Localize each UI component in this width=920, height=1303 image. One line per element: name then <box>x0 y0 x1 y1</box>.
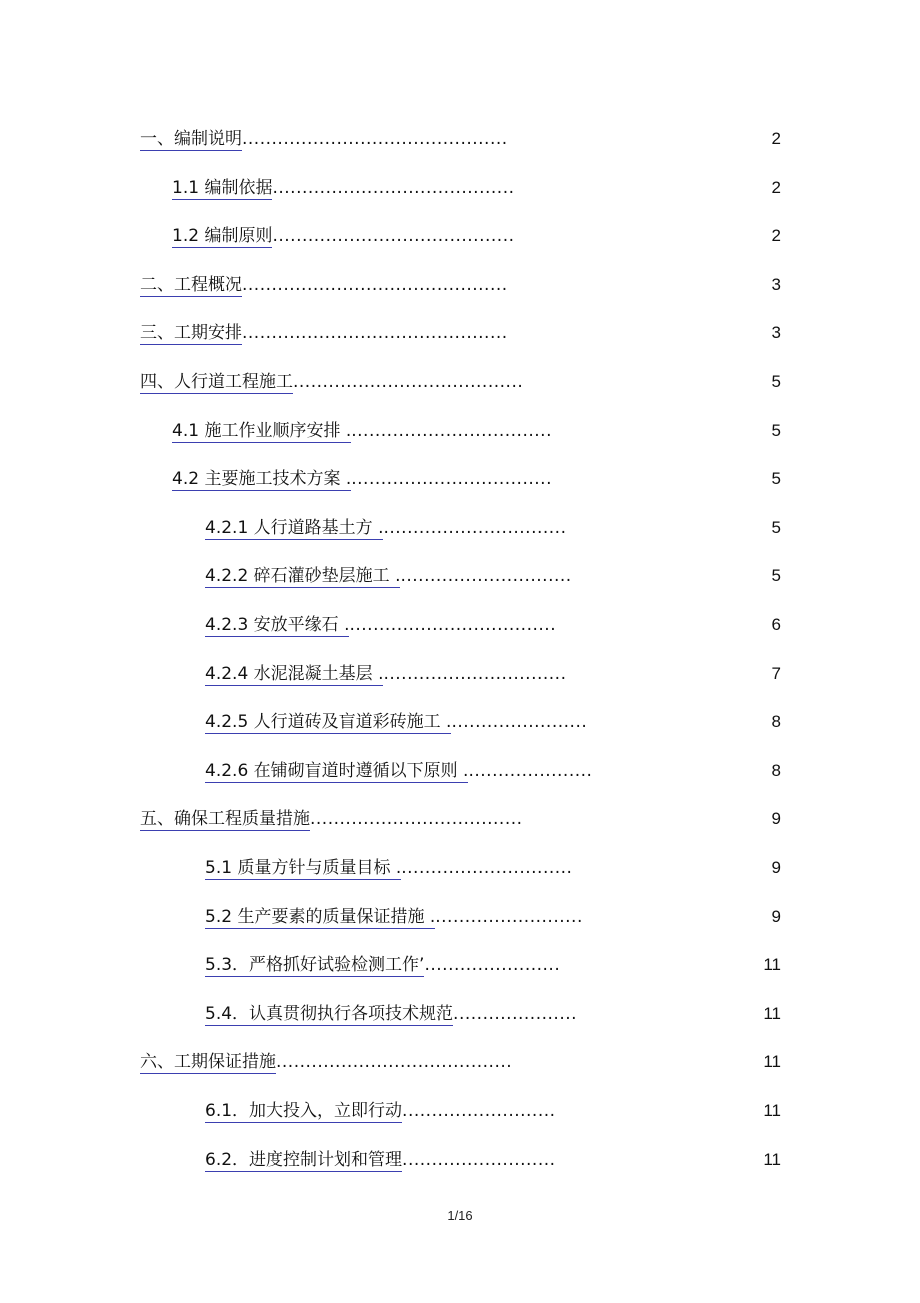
toc-entry-label[interactable]: 4.2 主要施工技术方案 . <box>172 469 352 489</box>
toc-entry-leader: ......................................... <box>272 226 515 246</box>
toc-entry[interactable] <box>205 756 592 786</box>
toc-entry-page: 8 <box>771 761 781 780</box>
toc-entry-leader: .................................. <box>351 469 552 489</box>
toc-entry[interactable] <box>205 999 577 1029</box>
toc-entry-label[interactable]: 5.2 生产要素的质量保证措施 . <box>205 907 436 927</box>
toc-entry-page: 6 <box>771 615 781 634</box>
toc-entry-label[interactable]: 4.2.5 人行道砖及盲道彩砖施工 . <box>205 712 452 732</box>
toc-entry-label[interactable]: 四、人行道工程施工 <box>140 372 293 392</box>
toc-entry-leader: .................................. <box>351 421 552 441</box>
toc-entry[interactable] <box>205 561 572 591</box>
toc-entry-leader: ......................................... <box>272 178 515 198</box>
toc-entry-leader: ....................... <box>424 955 561 975</box>
toc-entry-page: 11 <box>763 1052 781 1071</box>
toc-entry-leader: ............................... <box>383 518 567 538</box>
toc-entry-page: 5 <box>771 518 781 537</box>
toc-entry[interactable] <box>205 707 587 737</box>
toc-entry[interactable] <box>172 464 552 494</box>
toc-entry-label[interactable]: 4.2.6 在铺砌盲道时遵循以下原则 . <box>205 761 469 781</box>
toc-entry-label[interactable]: 6.1．加大投入，立即行动 <box>205 1101 403 1121</box>
toc-entry-leader: ..................... <box>468 761 593 781</box>
toc-entry-leader: ............................................. <box>242 275 508 295</box>
toc-entry-label[interactable]: 一、编制说明 <box>140 129 242 149</box>
toc-entry-label[interactable]: 1.1 编制依据 <box>172 178 273 198</box>
toc-entry-page: 3 <box>771 323 781 342</box>
toc-entry-label[interactable]: 6.2．进度控制计划和管理 <box>205 1150 403 1170</box>
toc-entry-leader: ......................... <box>435 907 583 927</box>
toc-entry-page: 2 <box>771 226 781 245</box>
toc-entry-label[interactable]: 5.4．认真贯彻执行各项技术规范 <box>205 1004 454 1024</box>
toc-entry-leader: .......................... <box>402 1101 556 1121</box>
toc-entry-page: 5 <box>771 372 781 391</box>
toc-entry-label[interactable]: 4.1 施工作业顺序安排 . <box>172 421 352 441</box>
toc-entry-leader: .................................... <box>310 809 523 829</box>
toc-entry-leader: ..................... <box>453 1004 578 1024</box>
toc-entry[interactable] <box>205 853 572 883</box>
toc-entry-page: 9 <box>771 907 781 926</box>
toc-entry[interactable] <box>172 416 552 446</box>
toc-entry-page: 8 <box>771 712 781 731</box>
toc-entry[interactable] <box>140 367 523 397</box>
toc-entry-leader: ............................. <box>401 858 573 878</box>
toc-entry-page: 5 <box>771 469 781 488</box>
toc-entry-label[interactable]: 1.2 编制原则 <box>172 226 273 246</box>
toc-entry-page: 7 <box>771 664 781 683</box>
toc-entry[interactable] <box>140 270 508 300</box>
toc-entry[interactable] <box>140 1047 512 1077</box>
toc-entry[interactable] <box>205 513 567 543</box>
toc-entry-page: 11 <box>763 1004 781 1023</box>
toc-entry-page: 11 <box>763 1101 781 1120</box>
toc-entry-leader: ....................... <box>451 712 588 732</box>
toc-entry[interactable] <box>140 804 523 834</box>
toc-entry-page: 2 <box>771 129 781 148</box>
toc-entry-leader: ............................................. <box>242 129 508 149</box>
toc-entry-label[interactable]: 5.1 质量方针与质量目标 . <box>205 858 402 878</box>
toc-entry-label[interactable]: 五、确保工程质量措施 <box>140 809 310 829</box>
toc-entry-label[interactable]: 4.2.4 水泥混凝土基层 . <box>205 664 384 684</box>
toc-entry-label[interactable]: 5.3．严格抓好试验检测工作’ <box>205 955 425 975</box>
toc-entry[interactable] <box>140 318 508 348</box>
toc-entry-page: 5 <box>771 421 781 440</box>
toc-entry[interactable] <box>205 902 583 932</box>
toc-entry[interactable] <box>205 659 567 689</box>
toc-entry-label[interactable]: 三、工期安排 <box>140 323 242 343</box>
toc-entry-page: 5 <box>771 566 781 585</box>
toc-entry[interactable] <box>205 1145 556 1175</box>
toc-entry-label[interactable]: 六、工期保证措施 <box>140 1052 276 1072</box>
toc-entry[interactable] <box>140 124 508 154</box>
toc-entry-page: 9 <box>771 809 781 828</box>
toc-entry[interactable] <box>205 1096 556 1126</box>
toc-entry-page: 11 <box>763 955 781 974</box>
toc-entry-label[interactable]: 二、工程概况 <box>140 275 242 295</box>
toc-entry-leader: ................................... <box>349 615 557 635</box>
toc-entry-leader: ............................... <box>383 664 567 684</box>
page-indicator: 1/16 <box>447 1208 473 1223</box>
toc-entry-page: 2 <box>771 178 781 197</box>
toc-entry-label[interactable]: 4.2.3 安放平缘石 . <box>205 615 350 635</box>
toc-entry-page: 9 <box>771 858 781 877</box>
toc-entry[interactable] <box>205 950 560 980</box>
toc-entry[interactable] <box>172 221 515 251</box>
toc-entry-leader: ........................................ <box>276 1052 513 1072</box>
toc-entry-leader: ............................................. <box>242 323 508 343</box>
toc-entry-leader: .......................... <box>402 1150 556 1170</box>
toc-entry-page: 11 <box>763 1150 781 1169</box>
toc-entry[interactable] <box>172 173 515 203</box>
toc-entry-page: 3 <box>771 275 781 294</box>
toc-entry-label[interactable]: 4.2.1 人行道路基土方 . <box>205 518 384 538</box>
toc-entry-label[interactable]: 4.2.2 碎石灌砂垫层施工 . <box>205 566 401 586</box>
toc-entry-leader: ....................................... <box>293 372 524 392</box>
toc-entry[interactable] <box>205 610 556 640</box>
toc-entry-leader: ............................. <box>400 566 572 586</box>
